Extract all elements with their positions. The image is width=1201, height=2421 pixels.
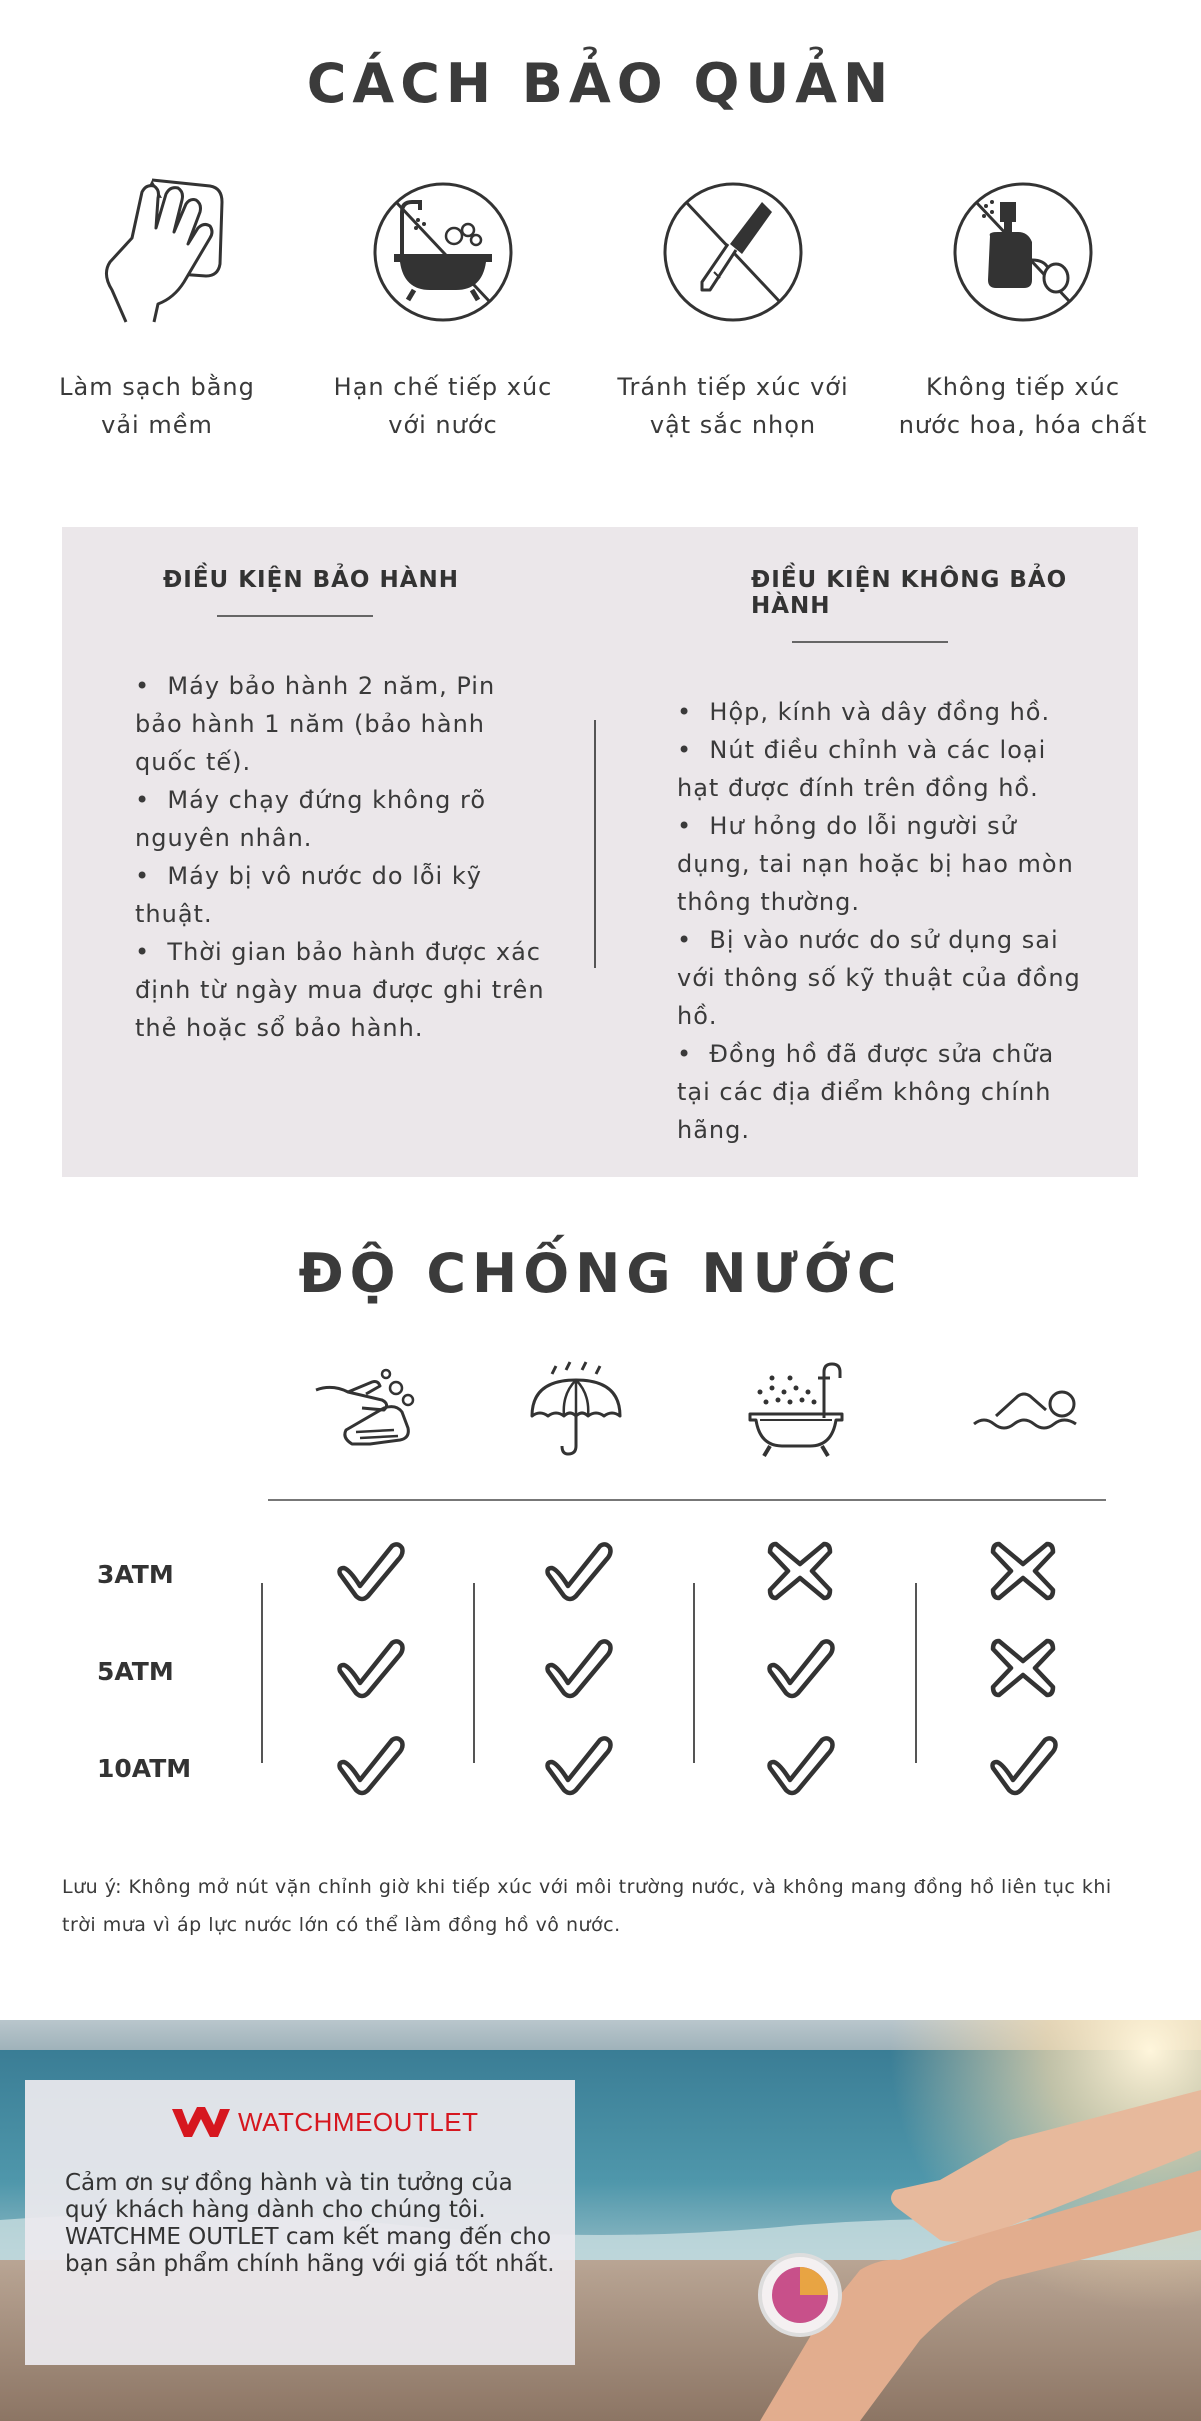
warranty-not-covered-title: ĐIỀU KIỆN KHÔNG BẢO HÀNH bbox=[751, 567, 1068, 619]
warranty-not-covered-column bbox=[677, 567, 1089, 1149]
care-item-clean bbox=[27, 172, 287, 444]
swimming-icon bbox=[972, 1380, 1082, 1440]
warranty-not-covered-rule bbox=[792, 641, 948, 643]
water-title: ĐỘ CHỐNG NƯỚC bbox=[298, 1242, 903, 1305]
list-item: • Thời gian bảo hành được xác định từ ngày mua được ghi trên thẻ hoặc sổ bảo hành. bbox=[135, 933, 547, 1047]
hand-cloth-icon bbox=[82, 172, 232, 332]
umbrella-rain-icon bbox=[526, 1358, 626, 1458]
warranty-covered-list bbox=[135, 667, 547, 1047]
list-item: • Bị vào nước do sử dụng sai với thông số kỹ thuật của đồng hồ. bbox=[677, 921, 1089, 1035]
care-caption-line2: với nước bbox=[388, 411, 498, 439]
check-icon bbox=[540, 1732, 616, 1798]
warranty-covered-title: ĐIỀU KIỆN BẢO HÀNH bbox=[163, 567, 460, 593]
care-caption-line1: Làm sạch bằng bbox=[59, 373, 255, 401]
care-caption-line1: Hạn chế tiếp xúc bbox=[333, 373, 553, 401]
care-caption-line2: nước hoa, hóa chất bbox=[898, 411, 1148, 439]
list-item: • Đồng hồ đã được sửa chữa tại các địa điểm không chính hãng. bbox=[677, 1035, 1089, 1149]
care-caption-line1: Không tiếp xúc bbox=[925, 373, 1121, 401]
brand-logo bbox=[170, 2102, 479, 2142]
rating-label-5atm: 5ATM bbox=[97, 1657, 174, 1686]
water-note: Lưu ý: Không mở nút vặn chỉnh giờ khi tiếp xúc với môi trường nước, và không mang đồng hồ liên tục khi trời mưa vì áp lực nước lớn có thể làm đồng hồ vô nước. bbox=[62, 1876, 1112, 1936]
check-icon bbox=[762, 1635, 838, 1701]
watchme-w-logo-icon bbox=[170, 2105, 232, 2139]
thanks-message: Cảm ơn sự đồng hành và tin tưởng của quý khách hàng dành cho chúng tôi. WATCHME OUTLET cam kết mang đến cho bạn sản phẩm chính hãng với giá tốt nhất. bbox=[65, 2170, 555, 2277]
care-caption-line1: Tránh tiếp xúc với bbox=[617, 373, 849, 401]
cross-icon bbox=[985, 1538, 1061, 1604]
warranty-covered-rule bbox=[217, 615, 373, 617]
check-icon bbox=[540, 1538, 616, 1604]
list-item: • Nút điều chỉnh và các loại hạt được đính trên đồng hồ. bbox=[677, 731, 1089, 807]
care-title: CÁCH BẢO QUẢN bbox=[306, 52, 895, 115]
care-item-water bbox=[313, 172, 573, 444]
care-item-sharp bbox=[603, 172, 863, 444]
check-icon bbox=[985, 1732, 1061, 1798]
warranty-covered-column bbox=[135, 567, 547, 1047]
care-caption-line2: vật sắc nhọn bbox=[649, 411, 817, 439]
rating-label-10atm: 10ATM bbox=[97, 1754, 192, 1783]
column-separator bbox=[693, 1583, 695, 1763]
cross-icon bbox=[762, 1538, 838, 1604]
warranty-divider bbox=[594, 720, 596, 968]
list-item: • Máy bảo hành 2 năm, Pin bảo hành 1 năm (bảo hành quốc tế). bbox=[135, 667, 547, 781]
warranty-box bbox=[62, 527, 1138, 1177]
check-icon bbox=[332, 1538, 408, 1604]
check-icon bbox=[540, 1635, 616, 1701]
care-caption-line2: vải mềm bbox=[101, 411, 213, 439]
column-separator bbox=[473, 1583, 475, 1763]
check-icon bbox=[332, 1635, 408, 1701]
bath-shower-icon bbox=[746, 1358, 846, 1458]
list-item: • Hư hỏng do lỗi người sử dụng, tai nạn hoặc bị hao mòn thông thường. bbox=[677, 807, 1089, 921]
care-item-perfume bbox=[893, 172, 1153, 444]
rating-label-3atm: 3ATM bbox=[97, 1560, 174, 1589]
cross-icon bbox=[985, 1635, 1061, 1701]
brand-name: WATCHMEOUTLET bbox=[238, 2106, 479, 2137]
brand-card bbox=[25, 2080, 575, 2365]
column-separator bbox=[915, 1583, 917, 1763]
column-separator bbox=[261, 1583, 263, 1763]
no-bathtub-icon bbox=[368, 172, 518, 332]
hand-wash-icon bbox=[312, 1360, 422, 1450]
check-icon bbox=[332, 1732, 408, 1798]
list-item: • Hộp, kính và dây đồng hồ. bbox=[677, 693, 1089, 731]
water-header-rule bbox=[268, 1499, 1106, 1501]
list-item: • Máy bị vô nước do lỗi kỹ thuật. bbox=[135, 857, 547, 933]
no-knife-icon bbox=[658, 172, 808, 332]
warranty-not-covered-list bbox=[677, 693, 1089, 1149]
list-item: • Máy chạy đứng không rõ nguyên nhân. bbox=[135, 781, 547, 857]
no-perfume-icon bbox=[948, 172, 1098, 332]
check-icon bbox=[762, 1732, 838, 1798]
